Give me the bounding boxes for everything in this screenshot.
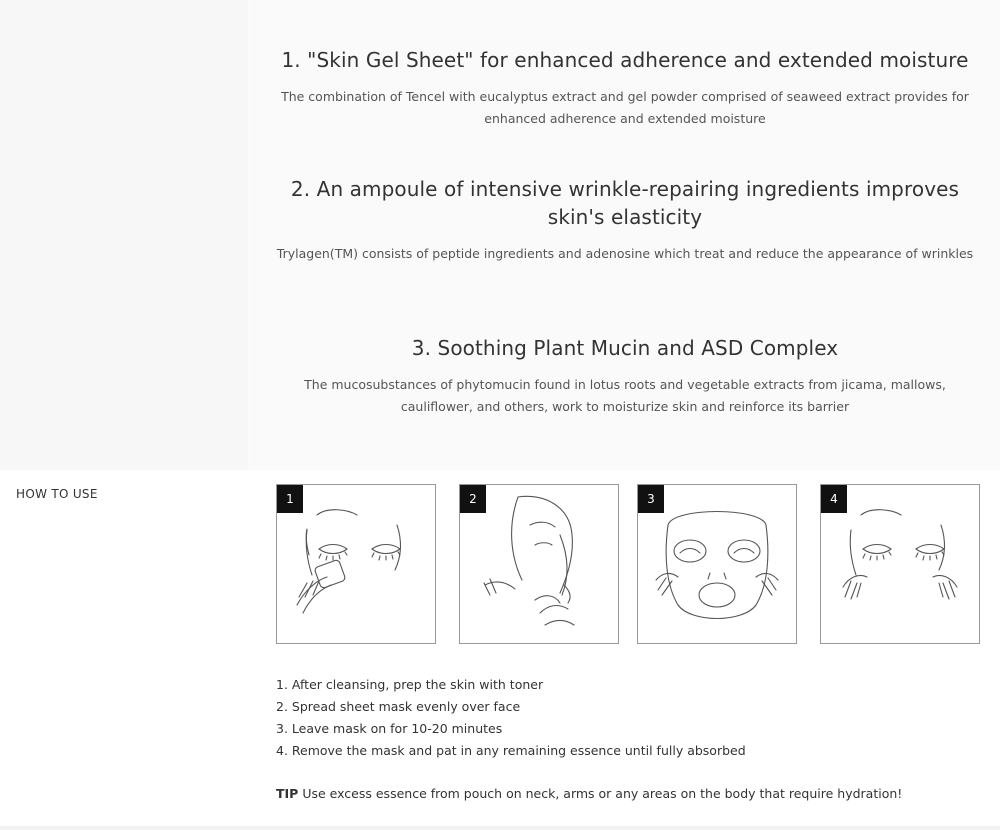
instruction-item: 4. Remove the mask and pat in any remaining essence until fully absorbed: [276, 743, 746, 758]
feature-1: [250, 46, 1000, 130]
feature-1-text: The combination of Tencel with eucalyptus extract and gel powder comprised of seaweed extract provides for enhanced adherence and extended moisture: [281, 89, 969, 126]
instruction-item: 1. After cleansing, prep the skin with toner: [276, 677, 544, 692]
step-number-3: 3: [638, 485, 664, 513]
tip-text: [276, 786, 902, 801]
tip-label: TIP: [276, 786, 299, 801]
feature-2-text: Trylagen(TM) consists of peptide ingredients and adenosine which treat and reduce the appearance of wrinkles: [276, 246, 974, 261]
feature-2: [250, 175, 1000, 265]
features-content: [250, 0, 1000, 470]
instruction-item: 2. Spread sheet mask evenly over face: [276, 699, 521, 714]
feature-1-title: 1. "Skin Gel Sheet" for enhanced adherence and extended moisture: [281, 48, 969, 72]
features-sidebar: [0, 0, 248, 470]
step-card-4: [820, 484, 980, 644]
tip-body: Use excess essence from pouch on neck, arms or any areas on the body that require hydration!: [302, 786, 903, 801]
instructions-list: [276, 674, 746, 762]
feature-3: [250, 334, 1000, 418]
step-number-4: 4: [821, 485, 847, 513]
step-card-1: [276, 484, 436, 644]
feature-2-title: 2. An ampoule of intensive wrinkle-repairing ingredients improves skin's elasticity: [290, 177, 960, 229]
feature-3-title: 3. Soothing Plant Mucin and ASD Complex: [411, 336, 839, 360]
step-number-2: 2: [460, 485, 486, 513]
bottom-divider: [0, 826, 1000, 830]
step-number-1: 1: [277, 485, 303, 513]
step-card-2: [459, 484, 619, 644]
instruction-item: 3. Leave mask on for 10-20 minutes: [276, 721, 503, 736]
step-card-3: [637, 484, 797, 644]
how-to-use-label: HOW TO USE: [16, 487, 98, 501]
feature-3-text: The mucosubstances of phytomucin found in lotus roots and vegetable extracts from jicama, mallows, cauliflower, and others, work to moisturize skin and reinforce its barrier: [304, 377, 946, 414]
how-to-use-steps: [276, 484, 986, 644]
